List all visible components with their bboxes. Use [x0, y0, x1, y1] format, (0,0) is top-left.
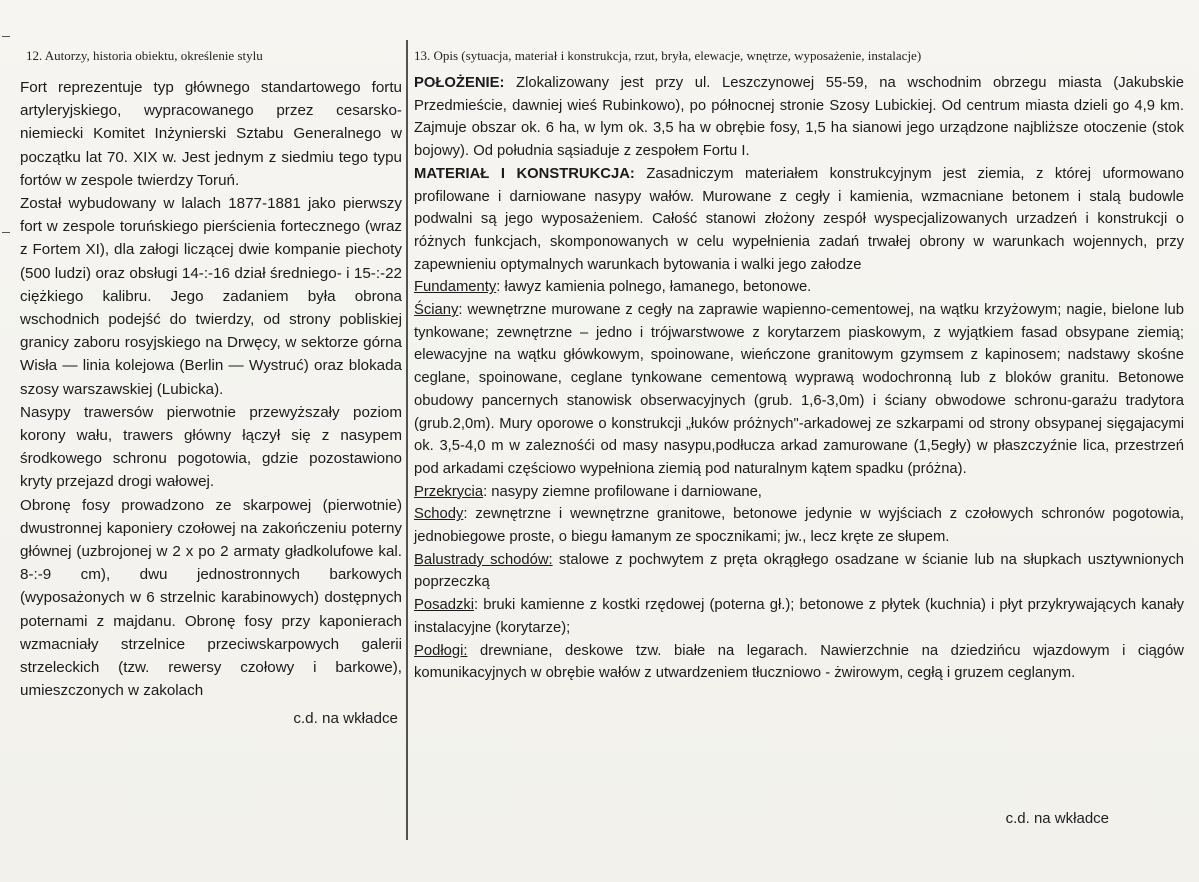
section-12-heading: 12. Autorzy, historia obiektu, określenie stylu [26, 48, 263, 63]
scan-mark [2, 232, 10, 233]
text-floors: : bruki kamienne z kostki rzędowej (poterna gł.); betonowe z płytek (kuchnia) i płyt przykrywających kanały instalacyjne (korytarze); [414, 597, 1184, 636]
left-column [20, 48, 402, 727]
left-paragraph: Obronę fosy prowadzono ze skarpowej (pierwotnie) dwustronnej kaponiery czołowej na zakończeniu poterny głównej (uzbrojonej w 2 x po 2 armaty gładkolufowe kal. 8-:-9 cm), dwu jednostronnych barkowych (wyposażonych w 6 strzelnic karabinowych) dostępnych poternami z majdanu. Obronę fosy przy kaponierach wzmacniały strzelnice przeciwskarpowych galerii strzeleckich (tzw. rewersy czołowy i barkowe), umieszczonych w zakolach [20, 496, 402, 700]
text-balustrades: stalowe z pochwytem z pręta okrągłego osadzane w ścianie lub na słupkach usztywnionych poprzeczką [414, 551, 1184, 591]
continued-note-left: c.d. na wkładce [293, 710, 398, 728]
section-material [414, 163, 1184, 277]
label-location: POŁOŻENIE: [414, 75, 505, 91]
scan-mark [2, 36, 10, 37]
section-roofing [414, 481, 1184, 504]
text-foundations: : ławyz kamienia polnego, łamanego, betonowe. [496, 279, 812, 296]
continued-note-right: c.d. na wkładce [1005, 810, 1109, 827]
column-divider [406, 40, 408, 840]
label-walls: Ściany [414, 302, 459, 319]
text-material: Zasadniczym materiałem konstrukcyjnym jest ziemia, z której uformowano profilowane i darniowane nasypy wałów. Murowane z cegły i kamienia, wzmacniane betonem i stalą budowle podwalni są jego wyposażeniem. Całość stanowi złożony zespół wyspecjalizowanych urzadzeń i konstrukcji o różnych funkcjach, skomponowanych w celu wypełnienia zadań trwałej obrony w warunkach wojennych, przy zapewnieniu optymalnych warunkach bytowania i walki jego załodze [414, 165, 1184, 273]
section-stairs [414, 503, 1184, 548]
text-location: Zlokalizowany jest przy ul. Leszczynowej 55-59, na wschodnim obrzegu miasta (Jakubskie Przedmieście, dawniej wieś Rubinkowo), po północnej stronie Szosy Lubickiej. Od centrum miasta dzieli go 4,9 km. Zajmuje obszar ok. 6 ha, w lym ok. 3,5 ha w obrębie fosy, 1,5 ha sianowi jego urządzone najbliższe otoczenie (stok bojowy). Od południa sąsiaduje z zespołem Fortu I. [414, 75, 1184, 160]
left-paragraph: Fort reprezentuje typ głównego standartowego fortu artyleryjskiego, wypracowanego przez cesarsko-niemiecki Komitet Inżynierski Sztabu Generalnego w początku lat 70. XIX w. Jest jednym z siedmiu tego typu fortów w zespole twierdzy Toruń. [20, 79, 402, 189]
section-balustrades [414, 549, 1184, 594]
section-13-heading: 13. Opis (sytuacja, materiał i konstrukcja, rzut, bryła, elewacje, wnętrze, wyposażenie, instalacje) [414, 48, 922, 63]
label-balustrades: Balustrady schodów: [414, 551, 553, 568]
left-paragraph: Został wybudowany w lalach 1877-1881 jako pierwszy fort w zespole toruńskiego pierścienia fortecznego (wraz z Fortem XI), dla załogi liczącej dwie kompanie piechoty (500 ludzi) oraz obsługi 14-:-16 dział średniego- i 15-:-22 ciężkiego kalibru. Jego zadaniem była obrona wschodnich podejść do twierdzy, od strony pobliskiej granicy zaboru rosyjskiego na Drwęcy, w sektorze górna Wisła — linia kolejowa (Berlin — Wystruć) oraz blokada szosy warszawskiej (Lubicka). [20, 195, 402, 398]
right-column [414, 48, 1184, 685]
text-floorboards: drewniane, deskowe tzw. białe na legarach. Nawierzchnie na dziedzińcu wjazdowym i ciągów komunikacyjnych w obrębie wałów z utwardzeniem tłuczniowo - żwirowym, cegłą i gruzem ceglanym. [414, 642, 1184, 682]
text-roofing: : nasypy ziemne profilowane i darniowane, [483, 483, 762, 500]
label-material: MATERIAŁ I KONSTRUKCJA: [414, 165, 635, 182]
label-foundations: Fundamenty [414, 279, 497, 296]
section-floors [414, 594, 1184, 639]
section-location [414, 72, 1184, 163]
section-foundations [414, 276, 1184, 299]
label-roofing: Przekrycia [414, 483, 484, 500]
text-walls: : wewnętrzne murowane z cegły na zaprawie wapienno-cementowej, na wątku krzyżowym; nagie, bielone lub tynkowane; zewnętrzne – jedno i trójwarstwowe z korytarzem piaskowym, z wyjątkiem fasad obsypane ziemią; elewacyjne na wątku główkowym, spoinowane, wieńczone granitowym gzymsem z kapinosem; nadstawy skośne ceglane, spoinowane, ceglane tynkowane cementową wyprawą wodochronną lub z bloków granitu. Betonowe obudowy pancernych stanowisk obserwacyjnych (grub. 1,6-3,0m) i ściany obwodowe schronu-garażu tradytora (grub.2,0m). Mury oporowe o konstrukcji „łuków próżnych"-arkadowej ze szkarpami od strony obsypanej sięgajacymi ok. 3,5-4,0 m w zaleznośći od masy nasypu,podłucza arkad zamurowane (1,5egły) w płaszczyźnie lica, przestrzeń pod arkadami częściowo wypełniona ziemią pod naturalnym kątem spadku (próżna). [414, 302, 1184, 477]
label-floors: Posadzki [414, 597, 475, 614]
section-walls [414, 299, 1184, 481]
label-floorboards: Podłogi: [414, 642, 468, 659]
text-stairs: : zewnętrzne i wewnętrzne granitowe, betonowe jedynie w wyjściach z czołowych schronów pogotowia, jednobiegowe proste, o biegu łamanym ze spocznikami; jw., lecz kręte ze słupem. [414, 506, 1184, 546]
section-floorboards [414, 640, 1184, 685]
label-stairs: Schody [414, 506, 464, 523]
left-paragraph: Nasypy trawersów pierwotnie przewyższały poziom korony wału, trawers główny łączył się z nasypem środkowego schronu pogotowia, gdzie pozostawiono kryty przejazd drogi wałowej. [20, 403, 402, 491]
